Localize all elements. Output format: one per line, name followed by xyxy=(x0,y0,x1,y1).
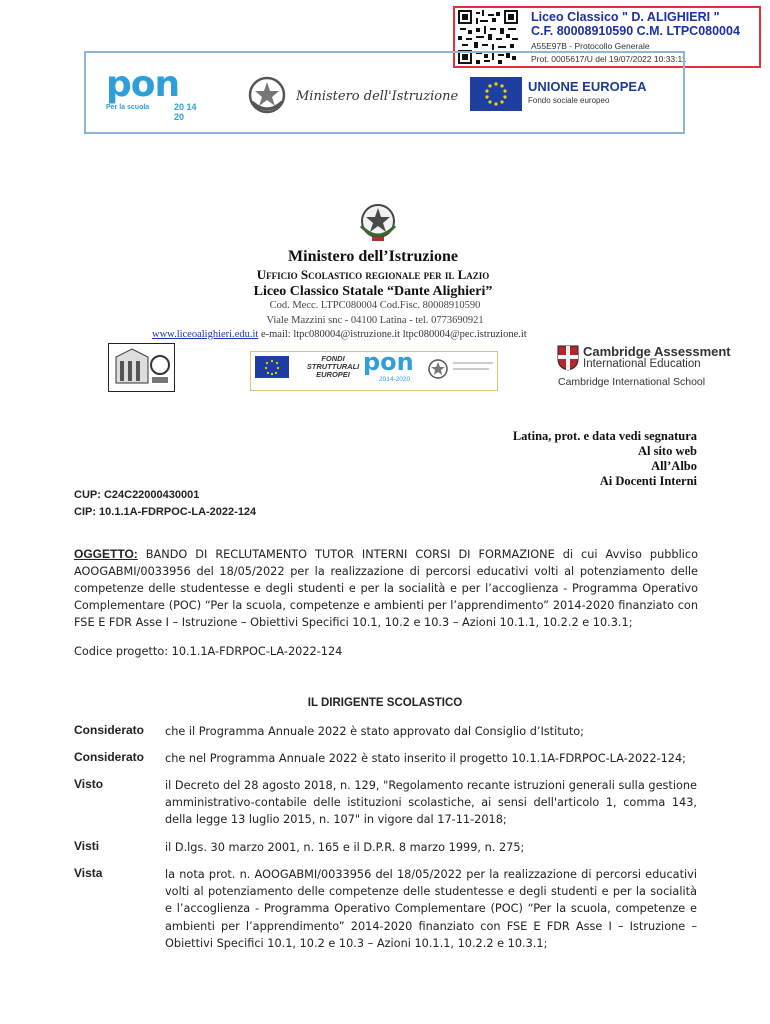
subject-text: BANDO DI RECLUTAMENTO TUTOR INTERNI CORSI DI FORMAZIONE di cui Avviso pubblico AOOGABMI/0033956 del 18/05/2022 per la realizzazione di percorsi educativi volti al potenziamento delle competenze delle studentesse e degli studenti e per la socialità e per l’accoglienza - Programma Operativo Complementare (POC) “Per la scuola, competenze e ambienti per l’apprendimento” 2014-2020 finanziato con FSE E FDR Asse I – Istruzione – Obiettivi Specifici 10.1, 10.2 e 10.3 – Azioni 10.1.1, 10.2.2 e 10.3.1; xyxy=(74,548,698,629)
row-text: la nota prot. n. AOOGABMI/0033956 del 18/05/2022 per la realizzazione di percorsi educativi volti al potenziamento delle competenze delle studentesse e degli studenti e per la socialità e l’accoglienza - Programma Operativo Complementare (POC) “Per la scuola, competenze e ambienti per l’apprendimento” 2014-2020 finanziato con FSE E FDR Asse I – Istruzione – Obiettivi Specifici 10.1, 10.2 e 10.3 – Azioni 10.1.1, 10.2.2 e 10.3.1; xyxy=(165,868,697,950)
pon-logo-years: 20 14 20 xyxy=(174,102,197,122)
project-code: Codice progetto: 10.1.1A-FDRPOC-LA-2022-124 xyxy=(74,645,343,658)
recipient-teachers: Ai Docenti Interni xyxy=(599,474,697,488)
header-codes: Cod. Mecc. LTPC080004 Cod.Fisc. 80008910590 xyxy=(269,300,481,311)
pon-logo xyxy=(104,64,204,122)
stamp-school-name: Liceo Classico " D. ALIGHIERI " xyxy=(531,10,720,24)
cambridge-shield-icon xyxy=(557,345,579,371)
decorative-line xyxy=(453,362,493,364)
recipient-albo: All’Albo xyxy=(651,459,697,473)
header-address: Viale Mazzini snc - 04100 Latina - tel. 0773690921 xyxy=(266,315,484,326)
ministry-label: Ministero dell'Istruzione xyxy=(296,89,459,104)
pon-small-logo: pon xyxy=(363,348,414,376)
eu-label: UNIONE EUROPEA xyxy=(528,79,647,94)
section-heading: IL DIRIGENTE SCOLASTICO xyxy=(307,697,463,709)
row-label: Visto xyxy=(74,777,104,791)
eu-subtitle: Fondo sociale europeo xyxy=(528,96,610,105)
website-link[interactable]: www.liceoalighieri.edu.it xyxy=(152,329,259,340)
cambridge-school: Cambridge International School xyxy=(558,376,706,388)
header-school-name: Liceo Classico Statale “Dante Alighieri” xyxy=(253,284,493,299)
cambridge-title: Cambridge Assessment xyxy=(583,344,731,359)
row-label: Vista xyxy=(74,866,103,880)
header-ministry: Ministero dell’Istruzione xyxy=(288,248,458,265)
cambridge-subtitle: International Education xyxy=(583,358,701,370)
school-building-logo-icon xyxy=(108,343,175,392)
recipient-website: Al sito web xyxy=(637,444,697,458)
row-text: che nel Programma Annuale 2022 è stato inserito il progetto 10.1.1A-FDRPOC-LA-2022-124; xyxy=(165,752,686,765)
pon-fondi-strutturali-banner xyxy=(250,348,498,391)
subject-label: OGGETTO: xyxy=(74,547,138,561)
row-text: che il Programma Annuale 2022 è stato approvato dal Consiglio d’Istituto; xyxy=(165,725,584,738)
cip-code: CIP: 10.1.1A-FDRPOC-LA-2022-124 xyxy=(74,506,257,518)
stamp-register: A55E97B - Protocollo Generale xyxy=(531,41,650,51)
eu-flag-small-icon xyxy=(255,356,289,378)
row-label: Considerato xyxy=(74,750,145,764)
stamp-protocol-number: Prot. 0005617/U del 19/07/2022 10:33:11 xyxy=(531,54,687,64)
place-date-line: Latina, prot. e data vedi segnatura xyxy=(512,429,697,443)
email-addresses: e-mail: ltpc080004@istruzione.it ltpc080004@pec.istruzione.it xyxy=(258,329,527,340)
pon-logo-subtitle: Per la scuola xyxy=(106,104,150,111)
subject-paragraph xyxy=(74,546,698,631)
row-label: Visti xyxy=(74,839,100,853)
decorative-line xyxy=(453,368,489,370)
fondi-strutturali-label: FONDI STRUTTURALI EUROPEI xyxy=(306,354,360,379)
pon-small-years: 2014-2020 xyxy=(379,376,411,383)
header-regional-office: Ufficio Scolastico regionale per il Lazio xyxy=(256,267,490,282)
italian-emblem-icon xyxy=(246,74,288,116)
row-text: il Decreto del 28 agosto 2018, n. 129, "Regolamento recante istruzioni generali sulla gestione amministrativo-contabile delle istituzioni scolastiche, ai sensi dell'articolo 1, comma 143, della legge 13 luglio 2015, n. 107" in vigore dal 17-11-2018; xyxy=(165,779,697,827)
pon-logo-text: pon xyxy=(106,64,180,105)
row-label: Considerato xyxy=(74,723,145,737)
cup-code: CUP: C24C22000430001 xyxy=(74,489,200,501)
stamp-fiscal-code: C.F. 80008910590 C.M. LTPC080004 xyxy=(531,24,740,38)
row-text: il D.lgs. 30 marzo 2001, n. 165 e il D.P.R. 8 marzo 1999, n. 275; xyxy=(165,841,525,854)
republic-emblem-icon xyxy=(357,200,399,244)
header-contacts xyxy=(152,329,527,340)
ministry-small-emblem-icon xyxy=(427,358,449,382)
eu-flag-icon xyxy=(470,77,522,111)
